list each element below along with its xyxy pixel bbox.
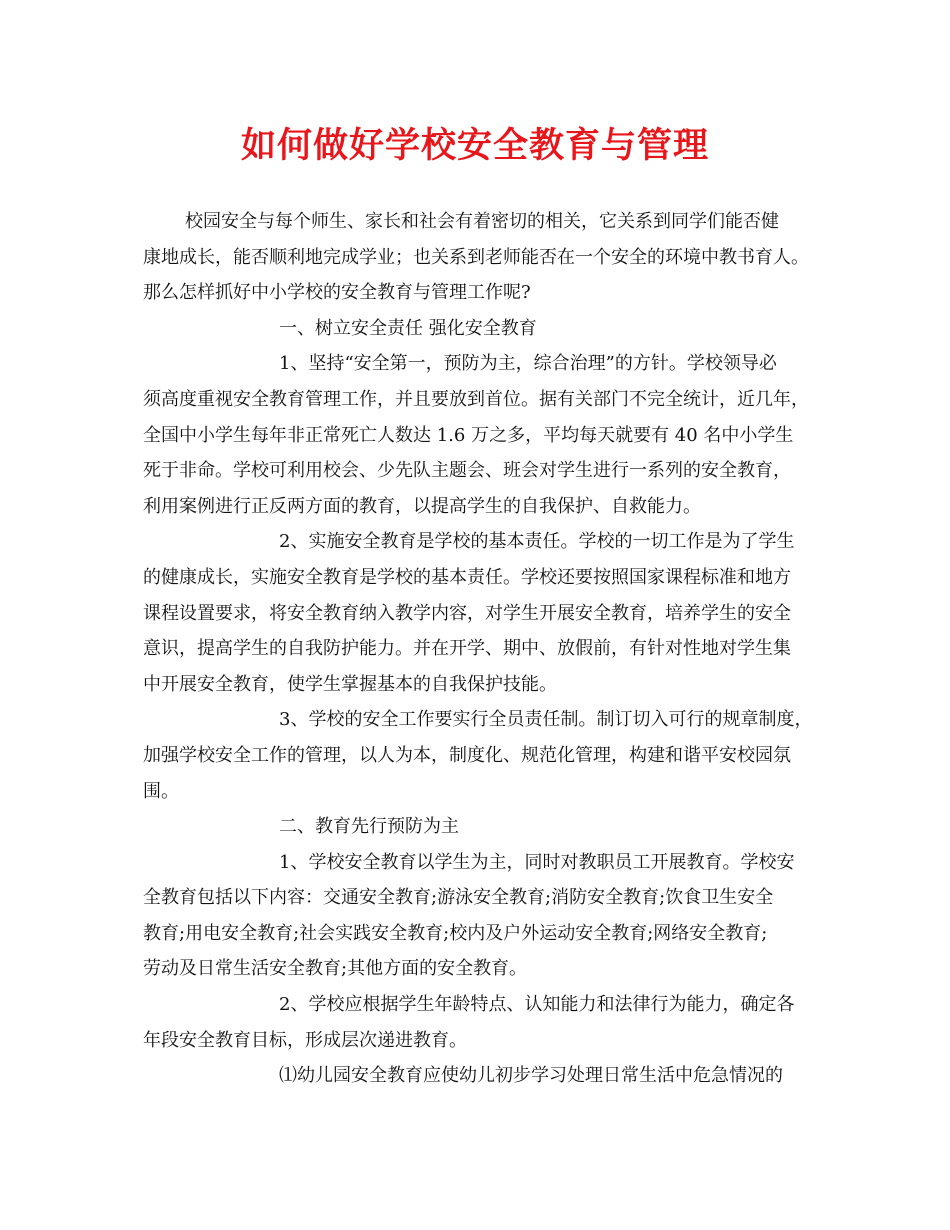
paragraph-line: 全国中小学生每年非正常死亡人数达 1.6 万之多，平均每天就要有 40 名中小学生 <box>143 424 794 446</box>
section-heading: 二、教育先行预防为主 <box>279 816 459 838</box>
paragraph-line: ⑴幼儿园安全教育应使幼儿初步学习处理日常生活中危急情况的 <box>279 1065 783 1087</box>
paragraph-line: 死于非命。学校可利用校会、少先队主题会、班会对学生进行一系列的安全教育， <box>143 460 791 482</box>
paragraph-line: 1、学校安全教育以学生为主，同时对教职员工开展教育。学校安 <box>279 851 795 873</box>
paragraph-line: 课程设置要求，将安全教育纳入教学内容，对学生开展安全教育，培养学生的安全 <box>143 602 791 624</box>
paragraph-line: 2、学校应根据学生年龄特点、认知能力和法律行为能力，确定各 <box>279 994 795 1016</box>
paragraph-line: 3、学校的安全工作要实行全员责任制。制订切入可行的规章制度， <box>279 709 813 731</box>
paragraph-line: 校园安全与每个师生、家长和社会有着密切的相关，它关系到同学们能否健 <box>185 211 779 232</box>
paragraph-line: 围。 <box>143 780 179 802</box>
document-title: 如何做好学校安全教育与管理 <box>240 125 709 166</box>
document-body <box>143 204 828 1094</box>
paragraph-line: 加强学校安全工作的管理，以人为本，制度化、规范化管理，构建和谐平安校园氛 <box>143 744 791 766</box>
paragraph-line: 2、实施安全教育是学校的基本责任。学校的一切工作是为了学生 <box>279 531 795 553</box>
paragraph-line: 须高度重视安全教育管理工作，并且要放到首位。据有关部门不完全统计，近几年， <box>143 388 809 410</box>
paragraph-line: 1、坚持“安全第一，预防为主，综合治理”的方针。学校领导必 <box>279 353 777 375</box>
paragraph-line: 年段安全教育目标，形成层次递进教育。 <box>143 1029 467 1051</box>
paragraph-line: 康地成长，能否顺利地完成学业；也关系到老师能否在一个安全的环境中教书育人。 <box>143 246 809 268</box>
paragraph-line: 利用案例进行正反两方面的教育，以提高学生的自我保护、自救能力。 <box>143 495 701 517</box>
paragraph-line: 的健康成长，实施安全教育是学校的基本责任。学校还要按照国家课程标准和地方 <box>143 566 791 588</box>
paragraph-line: 那么怎样抓好中小学校的安全教育与管理工作呢? <box>143 282 531 304</box>
paragraph-line: 意识，提高学生的自我防护能力。并在开学、期中、放假前，有针对性地对学生集 <box>143 638 791 660</box>
section-heading: 一、树立安全责任 强化安全教育 <box>279 317 537 339</box>
paragraph-line: 中开展安全教育，使学生掌握基本的自我保护技能。 <box>143 673 557 695</box>
paragraph-line: 教育;用电安全教育;社会实践安全教育;校内及户外运动安全教育;网络安全教育; <box>143 922 768 944</box>
paragraph-line: 全教育包括以下内容：交通安全教育;游泳安全教育;消防安全教育;饮食卫生安全 <box>143 887 774 909</box>
paragraph-line: 劳动及日常生活安全教育;其他方面的安全教育。 <box>143 958 528 980</box>
